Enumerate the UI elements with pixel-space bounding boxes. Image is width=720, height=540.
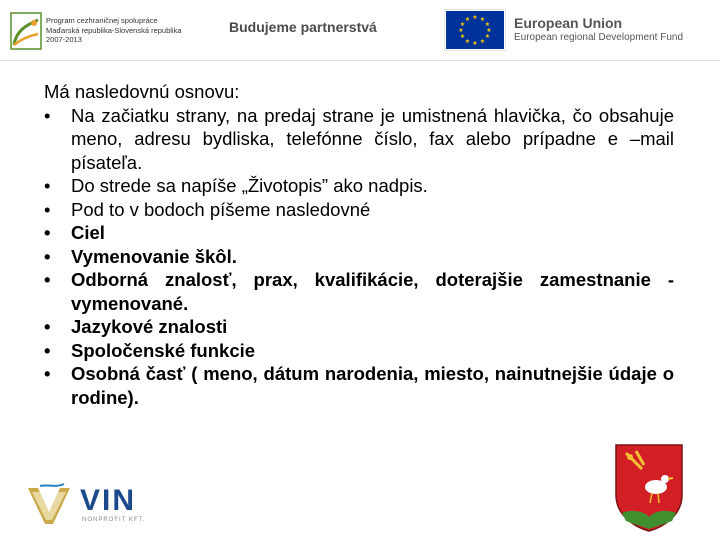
program-line-2: Maďarská republika-Slovenská republika	[46, 25, 182, 35]
program-title	[46, 16, 182, 45]
list-item: • Odborná znalosť, prax, kvalifikácie, doterajšie zamestnanie - vymenované.	[44, 268, 674, 315]
svg-text:★: ★	[479, 38, 486, 45]
slide-content	[44, 80, 674, 409]
list-item: • Pod to v bodoch píšeme nasledovné	[44, 198, 674, 222]
svg-text:★: ★	[459, 21, 466, 28]
eu-label	[514, 14, 683, 44]
program-logo-icon	[10, 12, 42, 50]
vin-mark-icon	[26, 482, 72, 526]
svg-text:★: ★	[464, 38, 471, 45]
vin-logo-text: VIN	[80, 484, 137, 517]
program-line-3: 2007-2013	[46, 35, 82, 44]
outline-list	[44, 104, 674, 410]
svg-text:★: ★	[472, 40, 478, 47]
list-item: • Na začiatku strany, na predaj strane je umistnená hlavička, čo obsahuje meno, adresu bydliska, telefónne číslo, fax alebo prípadne e –mail písateľa.	[44, 104, 674, 175]
svg-text:★: ★	[458, 27, 464, 34]
eu-flag-icon	[444, 9, 506, 51]
header	[0, 0, 720, 60]
header-divider	[0, 60, 720, 61]
svg-text:★: ★	[484, 21, 491, 28]
vin-logo-subtext: NONPROFIT KFT.	[82, 517, 146, 523]
list-item: • Osobná časť ( meno, dátum narodenia, miesto, nainutnejšie údaje o rodine).	[44, 362, 674, 409]
program-line-1: Program cezhraničnej spolupráce	[46, 16, 158, 25]
vin-logo	[26, 480, 146, 528]
svg-text:★: ★	[459, 33, 466, 40]
list-item: • Jazykové znalosti	[44, 315, 674, 339]
motto: Budujeme partnerstvá	[229, 19, 377, 35]
list-item: • Do strede sa napíše „Životopis” ako nadpis.	[44, 174, 674, 198]
intro-text: Má nasledovnú osnovu:	[44, 81, 240, 102]
eu-title: European Union	[514, 15, 623, 31]
svg-text:★: ★	[484, 33, 491, 40]
list-item: • Ciel	[44, 221, 674, 245]
eu-subtitle: European regional Development Fund	[514, 32, 683, 43]
svg-text:★: ★	[479, 16, 486, 23]
list-item: • Spoločenské funkcie	[44, 339, 674, 363]
svg-text:★: ★	[464, 16, 471, 23]
list-item: • Vymenovanie škôl.	[44, 245, 674, 269]
svg-text:★: ★	[472, 14, 478, 21]
svg-text:★: ★	[486, 27, 492, 34]
coat-of-arms-icon	[614, 443, 684, 533]
